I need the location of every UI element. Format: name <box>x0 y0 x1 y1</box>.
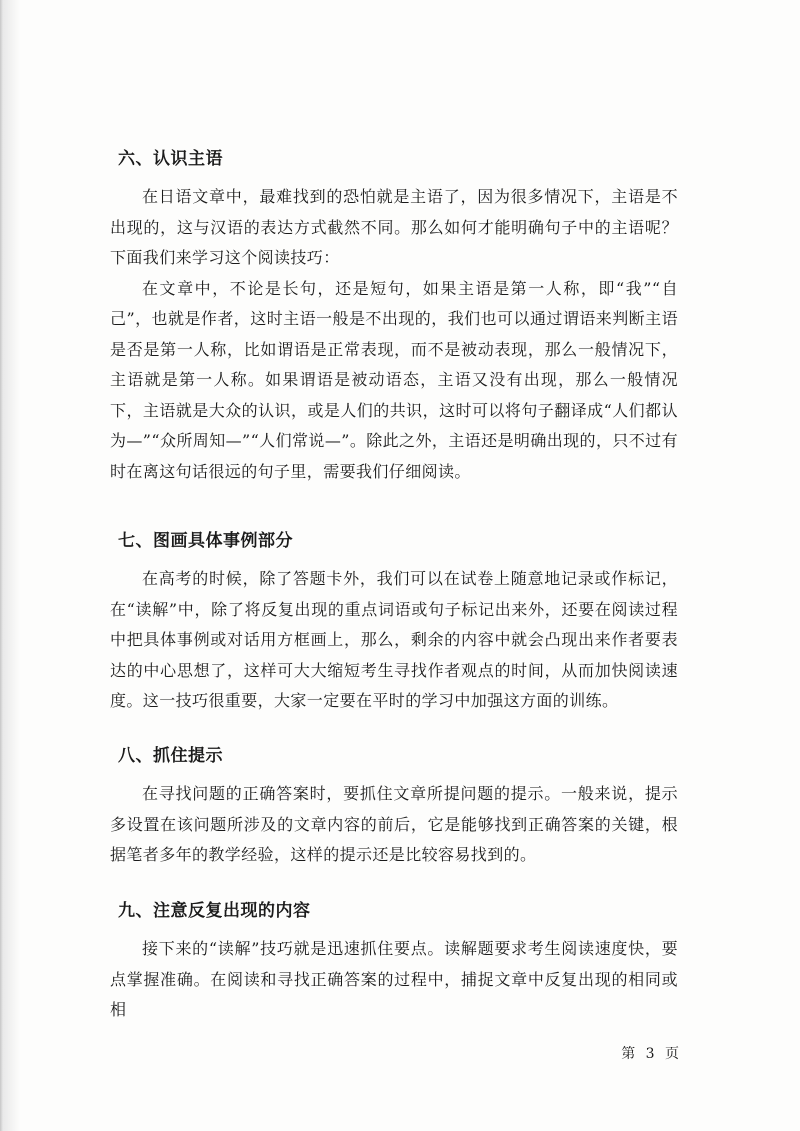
section-6-identify-subject <box>110 148 678 487</box>
section-heading: 六、认识主语 <box>118 149 223 169</box>
paragraph: 接下来的“读解”技巧就是迅速抓住要点。读解题要求考生阅读速度快，要点掌握准确。在阅读和寻找正确答案的过程中，捕捉文章中反复出现的相同或相 <box>110 939 678 1019</box>
section-heading: 七、图画具体事例部分 <box>118 531 293 551</box>
paragraph: 在文章中，不论是长句，还是短句，如果主语是第一人称，即“我”“自己”，也就是作者，这时主语一般是不出现的，我们也可以通过谓语来判断主语是否是第一人称，比如谓语是正常表现，而不是被动表现，那么一般情况下，主语就是第一人称。如果谓语是被动语态，主语又没有出现，那么一般情况下，主语就是大众的认识，或是人们的共识，这时可以将句子翻译成“人们都认为—”“众所周知—”“人们常说—”。除此之外，主语还是明确出现的，只不过有时在离这句话很远的句子里，需要我们仔细阅读。 <box>110 278 678 481</box>
page-number: 第 3 页 <box>621 1046 682 1062</box>
section-heading: 九、注意反复出现的内容 <box>118 901 311 921</box>
paragraph: 在高考的时候，除了答题卡外，我们可以在试卷上随意地记录或作标记，在“读解”中，除了将反复出现的重点词语或句子标记出来外，还要在阅读过程中把具体事例或对话用方框画上，那么，剩余的内容中就会凸现出来作者要表达的中心思想了，这样可大大缩短考生寻找作者观点的时间，从而加快阅读速度。这一技巧很重要，大家一定要在平时的学习中加强这方面的训练。 <box>110 569 678 710</box>
paragraph: 在日语文章中，最难找到的恐怕就是主语了，因为很多情况下，主语是不出现的，这与汉语的表达方式截然不同。那么如何才能明确句子中的主语呢？下面我们来学习这个阅读技巧： <box>110 187 678 267</box>
section-heading: 八、抓住提示 <box>118 746 223 766</box>
section-8-grasp-hints <box>110 745 678 871</box>
section-9-repeated-content <box>110 900 678 1026</box>
scan-edge-shadow <box>0 0 20 1131</box>
paragraph: 在寻找问题的正确答案时，要抓住文章所提问题的提示。一般来说，提示多设置在该问题所涉及的文章内容的前后，它是能够找到正确答案的关键，根据笔者多年的教学经验，这样的提示还是比较容易找到的。 <box>110 784 678 864</box>
section-7-mark-examples <box>110 530 678 717</box>
